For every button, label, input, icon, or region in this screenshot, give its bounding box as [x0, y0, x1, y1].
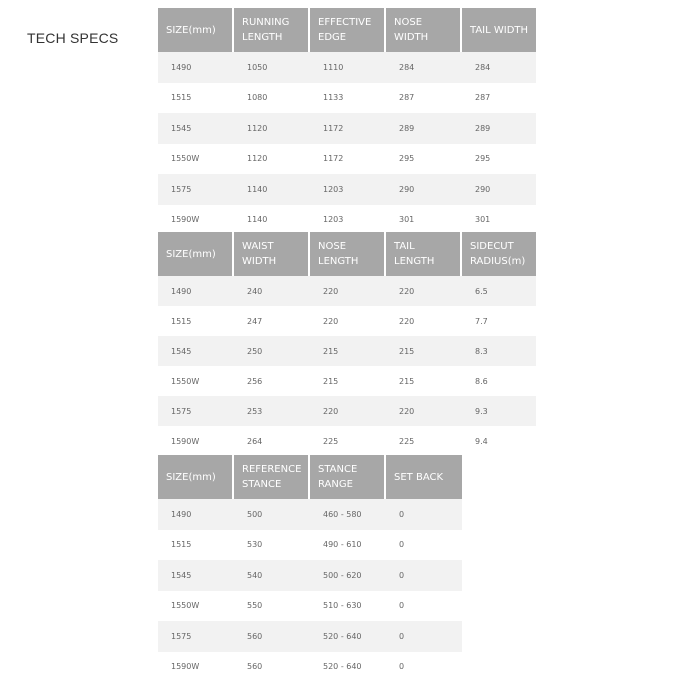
value-cell: 220 [386, 396, 462, 426]
value-cell: 215 [386, 336, 462, 366]
column-header-line: REFERENCE [242, 462, 301, 477]
value-cell: 9.3 [462, 396, 536, 426]
value-cell: 560 [234, 621, 310, 652]
column-header [386, 455, 462, 499]
page-title: TECH SPECS [27, 30, 118, 46]
column-header-line: WIDTH [394, 30, 428, 45]
value-cell: 1140 [234, 174, 310, 205]
value-cell: 1172 [310, 144, 386, 175]
size-cell: 1490 [158, 52, 234, 83]
size-cell: 1490 [158, 499, 234, 530]
table-row [158, 144, 536, 175]
value-cell: 7.7 [462, 306, 536, 336]
value-cell: 240 [234, 276, 310, 306]
table-row [158, 276, 536, 306]
value-cell: 247 [234, 306, 310, 336]
column-header-line: RUNNING [242, 15, 289, 30]
value-cell: 1080 [234, 83, 310, 114]
value-cell: 295 [462, 144, 536, 175]
value-cell: 256 [234, 366, 310, 396]
value-cell: 284 [462, 52, 536, 83]
value-cell: 220 [310, 276, 386, 306]
value-cell: 9.4 [462, 426, 536, 456]
column-header-line: SIDECUT [470, 239, 525, 254]
column-header-line: SIZE(mm) [166, 470, 216, 485]
value-cell: 520 - 640 [310, 621, 386, 652]
column-header-line: SIZE(mm) [166, 247, 216, 262]
table-row [158, 174, 536, 205]
column-header-line: SET BACK [394, 470, 443, 485]
value-cell: 253 [234, 396, 310, 426]
size-cell: 1550W [158, 591, 234, 622]
column-header-line: EFFECTIVE [318, 15, 371, 30]
value-cell: 1050 [234, 52, 310, 83]
value-cell: 0 [386, 560, 462, 591]
column-header-line: LENGTH [242, 30, 289, 45]
specs-table-dimensions [158, 8, 536, 235]
column-header [462, 232, 536, 276]
column-header-line: RADIUS(m) [470, 254, 525, 269]
column-header-line: TAIL [394, 239, 434, 254]
table-row [158, 205, 536, 236]
specs-table-shape [158, 232, 536, 456]
header-row [158, 8, 536, 52]
column-header-line: STANCE [242, 477, 301, 492]
value-cell: 8.6 [462, 366, 536, 396]
value-cell: 1203 [310, 174, 386, 205]
value-cell: 510 - 630 [310, 591, 386, 622]
size-cell: 1545 [158, 113, 234, 144]
column-header [234, 232, 310, 276]
table-row [158, 306, 536, 336]
column-header-line: EDGE [318, 30, 371, 45]
value-cell: 0 [386, 652, 462, 682]
column-header [234, 8, 310, 52]
value-cell: 1110 [310, 52, 386, 83]
header-row [158, 232, 536, 276]
size-cell: 1590W [158, 426, 234, 456]
value-cell: 225 [310, 426, 386, 456]
value-cell: 289 [386, 113, 462, 144]
column-header [158, 455, 234, 499]
table-row [158, 336, 536, 366]
value-cell: 1120 [234, 144, 310, 175]
value-cell: 530 [234, 530, 310, 561]
value-cell: 250 [234, 336, 310, 366]
column-header [158, 232, 234, 276]
column-header [310, 455, 386, 499]
value-cell: 1203 [310, 205, 386, 236]
value-cell: 264 [234, 426, 310, 456]
size-cell: 1550W [158, 144, 234, 175]
value-cell: 220 [310, 306, 386, 336]
column-header-line: WIDTH [242, 254, 276, 269]
value-cell: 287 [386, 83, 462, 114]
value-cell: 287 [462, 83, 536, 114]
value-cell: 1120 [234, 113, 310, 144]
value-cell: 215 [310, 366, 386, 396]
column-header-line: NOSE [318, 239, 358, 254]
column-header [386, 232, 462, 276]
column-header [386, 8, 462, 52]
column-header-line: STANCE [318, 462, 357, 477]
value-cell: 289 [462, 113, 536, 144]
value-cell: 0 [386, 530, 462, 561]
value-cell: 540 [234, 560, 310, 591]
table-row [158, 591, 462, 622]
value-cell: 550 [234, 591, 310, 622]
size-cell: 1590W [158, 205, 234, 236]
header-row [158, 455, 462, 499]
size-cell: 1575 [158, 174, 234, 205]
value-cell: 560 [234, 652, 310, 682]
table-row [158, 83, 536, 114]
column-header-line: TAIL WIDTH [470, 23, 528, 38]
value-cell: 8.3 [462, 336, 536, 366]
value-cell: 460 - 580 [310, 499, 386, 530]
table-row [158, 499, 462, 530]
column-header [158, 8, 234, 52]
value-cell: 1172 [310, 113, 386, 144]
value-cell: 290 [462, 174, 536, 205]
size-cell: 1545 [158, 560, 234, 591]
value-cell: 0 [386, 591, 462, 622]
size-cell: 1515 [158, 530, 234, 561]
table-row [158, 621, 462, 652]
column-header-line: SIZE(mm) [166, 23, 216, 38]
size-cell: 1575 [158, 621, 234, 652]
value-cell: 500 - 620 [310, 560, 386, 591]
column-header-line: NOSE [394, 15, 428, 30]
value-cell: 6.5 [462, 276, 536, 306]
table-row [158, 652, 462, 682]
value-cell: 301 [462, 205, 536, 236]
size-cell: 1515 [158, 83, 234, 114]
table-row [158, 396, 536, 426]
value-cell: 220 [386, 306, 462, 336]
value-cell: 220 [310, 396, 386, 426]
value-cell: 215 [310, 336, 386, 366]
table-row [158, 366, 536, 396]
table-row [158, 426, 536, 456]
column-header-line: LENGTH [318, 254, 358, 269]
value-cell: 490 - 610 [310, 530, 386, 561]
value-cell: 225 [386, 426, 462, 456]
size-cell: 1575 [158, 396, 234, 426]
value-cell: 500 [234, 499, 310, 530]
size-cell: 1545 [158, 336, 234, 366]
size-cell: 1590W [158, 652, 234, 682]
column-header [462, 8, 536, 52]
column-header-line: LENGTH [394, 254, 434, 269]
value-cell: 0 [386, 499, 462, 530]
value-cell: 284 [386, 52, 462, 83]
column-header-line: RANGE [318, 477, 357, 492]
table-row [158, 52, 536, 83]
value-cell: 1133 [310, 83, 386, 114]
value-cell: 215 [386, 366, 462, 396]
table-row [158, 113, 536, 144]
value-cell: 0 [386, 621, 462, 652]
column-header [310, 232, 386, 276]
column-header [234, 455, 310, 499]
column-header-line: WAIST [242, 239, 276, 254]
value-cell: 290 [386, 174, 462, 205]
value-cell: 301 [386, 205, 462, 236]
size-cell: 1490 [158, 276, 234, 306]
value-cell: 295 [386, 144, 462, 175]
value-cell: 1140 [234, 205, 310, 236]
value-cell: 520 - 640 [310, 652, 386, 682]
column-header [310, 8, 386, 52]
specs-table-stance [158, 455, 462, 682]
table-row [158, 530, 462, 561]
size-cell: 1515 [158, 306, 234, 336]
table-row [158, 560, 462, 591]
value-cell: 220 [386, 276, 462, 306]
size-cell: 1550W [158, 366, 234, 396]
